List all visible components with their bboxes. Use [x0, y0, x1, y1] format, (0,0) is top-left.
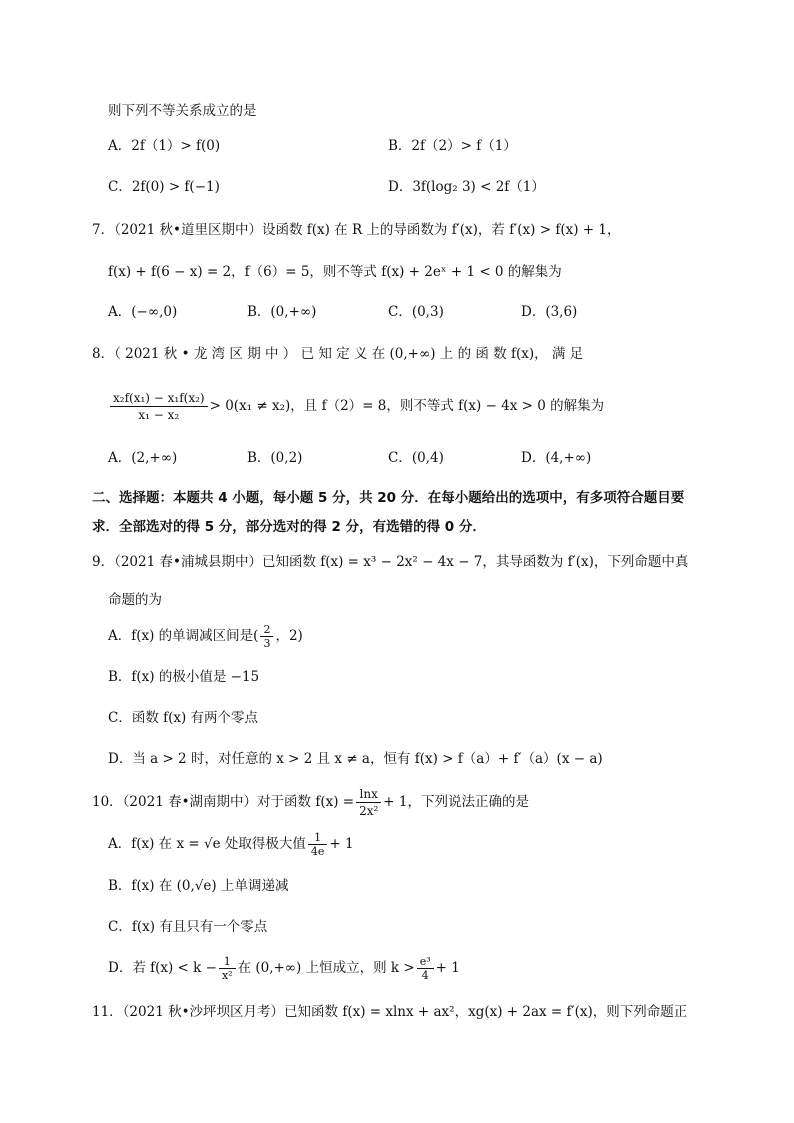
q9-option-d: D．当 a > 2 时，对任意的 x > 2 且 x ≠ a，恒有 f(x) > f（a）+ f′（a）(x − a) [108, 751, 603, 767]
q10-line1 [92, 782, 529, 822]
q10-a-pre: A．f(x) 在 x = √e 处取得极大值 [108, 836, 306, 852]
q10-frac-num: lnx [356, 786, 381, 803]
q8-frac-num: x₂f(x₁) − x₁f(x₂) [110, 390, 208, 407]
q10-d-den: x² [221, 969, 233, 982]
q10-fraction [356, 786, 381, 819]
q7-option-d: D．(3,6) [521, 304, 578, 320]
intro-line: 则下列不等关系成立的是 [108, 103, 257, 119]
q10-a-post: + 1 [329, 836, 354, 852]
q10-option-b: B．f(x) 在 (0,√e) 上单调递减 [108, 878, 289, 894]
q9-option-b: B．f(x) 的极小值是 −15 [108, 669, 260, 685]
q9-option-a [108, 618, 303, 654]
q8-fraction [110, 390, 208, 423]
q8-line2-rest: > 0(x₁ ≠ x₂)，且 f（2）= 8，则不等式 f(x) − 4x > 0 的解集为 [209, 398, 605, 414]
q10-d-num: 1 [219, 955, 236, 969]
q6-option-d: D．3f(log₂ 3) < 2f（1） [388, 179, 545, 195]
q9-option-c: C．函数 f(x) 有两个零点 [108, 710, 259, 726]
section2-line1: 二、选择题：本题共 4 小题，每小题 5 分，共 20 分．在每小题给出的选项中，有多项符合题目要 [92, 490, 685, 506]
q10-option-c: C．f(x) 有且只有一个零点 [108, 919, 268, 935]
q7-line1: 7．（2021 秋•道里区期中）设函数 f(x) 在 R 上的导函数为 f′(x)，若 f′(x) > f(x) + 1， [92, 222, 621, 238]
q8-option-d: D．(4,+∞) [521, 450, 592, 466]
q10-d-mid: 在 (0,+∞) 上恒成立，则 k > [237, 960, 415, 976]
q10-a-num: 1 [308, 831, 328, 845]
q6-option-a: A．2f（1）> f(0) [108, 138, 221, 154]
q9-line1: 9．（2021 春•浦城县期中）已知函数 f(x) = x³ − 2x² − 4x − 7，其导函数为 f′(x)，下列命题中真 [92, 554, 689, 570]
q9-a-post: ，2) [275, 628, 303, 644]
q7-line2: f(x) + f(6 − x) = 2，f（6）= 5，则不等式 f(x) + 2eˣ + 1 < 0 的解集为 [108, 264, 562, 280]
q7-option-c: C．(0,3) [388, 304, 444, 320]
q10-d-num2: e³ [417, 955, 434, 969]
q9-line2: 命题的为 [108, 592, 162, 608]
q11-line1: 11．（2021 秋•沙坪坝区月考）已知函数 f(x) = xlnx + ax²，xg(x) + 2ax = f′(x)，则下列命题正 [92, 1004, 688, 1020]
q10-post: + 1，下列说法正确的是 [383, 794, 529, 810]
q9-a-pre: A．f(x) 的单调减区间是( [108, 628, 259, 644]
section2-line2: 求．全部选对的得 5 分，部分选对的得 2 分，有选错的得 0 分． [92, 519, 486, 535]
q10-d-post: + 1 [435, 960, 460, 976]
q10-d-fraction-1 [219, 955, 236, 982]
q6-option-c: C．2f(0) > f(−1) [108, 179, 220, 195]
q10-d-pre: D．若 f(x) < k − [108, 960, 217, 976]
q9-a-fraction [260, 623, 273, 650]
q10-a-fraction [308, 831, 328, 858]
q10-option-d [108, 950, 460, 986]
q10-option-a [108, 826, 354, 862]
q10-d-den2: 4 [421, 969, 429, 982]
q8-option-c: C．(0,4) [388, 450, 444, 466]
q8-line1: 8．（ 2021 秋 • 龙 湾 区 期 中 ） 已 知 定 义 在 (0,+∞) 上 的 函 数 f(x)， 满 足 [92, 346, 584, 362]
q8-option-a: A．(2,+∞) [108, 450, 178, 466]
q10-d-fraction-2 [417, 955, 434, 982]
q7-option-a: A．(−∞,0) [108, 304, 178, 320]
q10-frac-den: 2x² [359, 804, 379, 818]
q6-option-b: B．2f（2）> f（1） [388, 138, 517, 154]
q10-pre: 10．（2021 春•湖南期中）对于函数 f(x) = [92, 794, 355, 810]
q9-a-num: 2 [260, 623, 273, 637]
q9-a-den: 3 [263, 637, 271, 650]
q7-option-b: B．(0,+∞) [247, 304, 317, 320]
q8-line2 [108, 386, 604, 426]
q8-option-b: B．(0,2) [247, 450, 303, 466]
q10-a-den: 4e [310, 845, 325, 858]
q8-frac-den: x₁ − x₂ [138, 408, 180, 422]
